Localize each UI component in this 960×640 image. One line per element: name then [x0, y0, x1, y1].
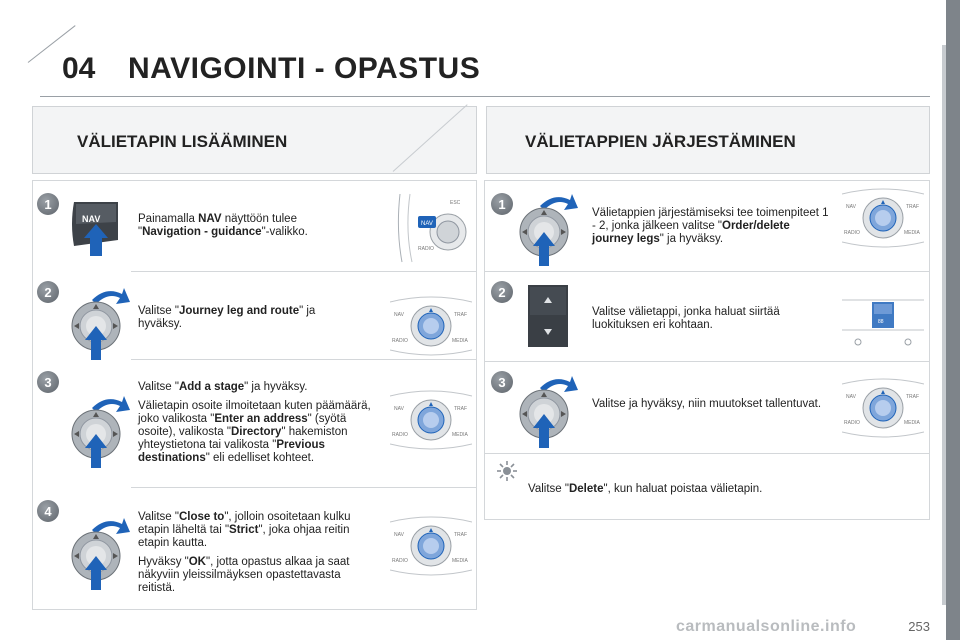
- rotary-knob-illustration: [514, 370, 580, 448]
- console-controls-illustration: [842, 186, 924, 248]
- instruction-paragraph: [592, 207, 832, 246]
- chapter-number: 04: [62, 52, 96, 85]
- instruction-text: " eli edelliset kohteet.: [205, 452, 315, 464]
- watermark: carmanualsonline.info: [676, 618, 857, 635]
- instruction-text: ", joka ohjaa reitin etapin kautta.: [138, 524, 350, 549]
- left-section-banner: [32, 106, 477, 174]
- instruction-text: Hyväksy ": [138, 556, 189, 568]
- svg-text:MEDIA: MEDIA: [452, 432, 468, 438]
- instruction-paragraph: [138, 556, 358, 595]
- step-instruction: [592, 306, 832, 338]
- step-instruction: [138, 213, 353, 245]
- instruction-text: näyttöön tulee ": [138, 213, 297, 238]
- svg-text:MEDIA: MEDIA: [904, 230, 920, 236]
- step-number-badge: 3: [491, 371, 513, 393]
- step-number-badge: 1: [37, 193, 59, 215]
- menu-option-label: Add a stage: [178, 381, 245, 393]
- instruction-paragraph: [138, 400, 374, 465]
- instruction-text: Valitse ja hyväksy, niin muutokset tallentuvat.: [592, 398, 822, 410]
- svg-text:TRAF: TRAF: [454, 532, 468, 538]
- menu-option-label: Directory: [230, 426, 282, 438]
- menu-option-label: OK: [188, 556, 206, 568]
- page-number: 253: [908, 619, 930, 634]
- instruction-text: " ja hyväksy.: [659, 233, 724, 245]
- step-instruction: [138, 305, 353, 337]
- svg-text:NAV: NAV: [394, 532, 404, 538]
- svg-text:TRAF: TRAF: [906, 204, 920, 210]
- up-down-buttons-illustration: [528, 285, 568, 347]
- menu-option-label: Delete: [568, 483, 604, 495]
- svg-text:RADIO: RADIO: [844, 230, 860, 236]
- instruction-text: Välietappien järjestämiseksi tee toimenpiteet 1 - 2, jonka jälkeen valitse ": [592, 207, 829, 232]
- nav-button-illustration: [60, 194, 126, 258]
- instruction-text: Valitse ": [138, 511, 179, 523]
- menu-option-label: Previous destinations: [138, 439, 325, 464]
- rotary-knob-illustration: [66, 390, 132, 468]
- rotary-knob-illustration: [66, 512, 132, 590]
- instruction-text: " hakemiston yhteystietona tai valikosta ": [138, 426, 348, 451]
- instruction-text: " ja hyväksy.: [244, 381, 308, 393]
- instruction-text: "-valikko.: [261, 226, 308, 238]
- nav-key-label: NAV: [82, 214, 101, 224]
- instruction-text: Painamalla: [138, 213, 199, 225]
- instruction-text: ", jotta opastus alkaa ja saat näkyviin yleissilmäyksen opastettavasta reitistä.: [138, 556, 350, 594]
- svg-text:88: 88: [878, 319, 884, 325]
- chapter-title: NAVIGOINTI - OPASTUS: [128, 52, 481, 85]
- console-nav-illustration: [392, 190, 472, 266]
- instruction-text: " ja hyväksy.: [138, 305, 316, 330]
- step-number-badge: 3: [37, 371, 59, 393]
- instruction-text: " (syötä osoite), valikosta ": [138, 413, 347, 438]
- menu-option-label: Enter an address: [214, 413, 308, 425]
- svg-text:RADIO: RADIO: [844, 420, 860, 426]
- right-section-banner: [486, 106, 930, 174]
- instruction-text: Valitse ": [138, 381, 179, 393]
- svg-text:ESC: ESC: [450, 200, 461, 206]
- menu-option-label: Close to: [178, 511, 225, 523]
- console-controls-illustration: [390, 388, 472, 450]
- instruction-text: ", jolloin osoitetaan kulku etapin läheltä tai ": [138, 511, 351, 536]
- banner-decoration: [393, 104, 468, 172]
- step-instruction: [592, 207, 832, 252]
- step-instruction: [138, 511, 358, 601]
- svg-text:RADIO: RADIO: [392, 558, 408, 564]
- step-instruction: [138, 381, 374, 471]
- svg-text:NAV: NAV: [394, 406, 404, 412]
- instruction-paragraph: [592, 398, 832, 411]
- menu-option-label: Strict: [229, 524, 259, 536]
- instruction-text: Valitse ": [138, 305, 179, 317]
- svg-text:NAV: NAV: [421, 221, 433, 227]
- menu-option-label: NAV: [198, 213, 222, 225]
- left-section-title: VÄLIETAPIN LISÄÄMINEN: [77, 132, 288, 151]
- tip-text: [528, 483, 828, 496]
- svg-text:RADIO: RADIO: [418, 246, 434, 252]
- instruction-paragraph: [138, 305, 353, 331]
- menu-option-label: Navigation - guidance: [142, 226, 262, 238]
- svg-text:NAV: NAV: [846, 204, 856, 210]
- instruction-paragraph: [592, 306, 832, 332]
- rotary-knob-illustration: [514, 188, 580, 266]
- console-controls-illustration: [390, 514, 472, 576]
- instruction-text: ", kun haluat poistaa välietapin.: [603, 483, 763, 495]
- console-controls-illustration: [842, 376, 924, 438]
- tip-icon: [496, 460, 518, 482]
- instruction-paragraph: [138, 511, 358, 550]
- svg-text:MEDIA: MEDIA: [452, 558, 468, 564]
- instruction-text: Valitse ": [528, 483, 569, 495]
- svg-text:TRAF: TRAF: [906, 394, 920, 400]
- step-number-badge: 2: [37, 281, 59, 303]
- svg-text:TRAF: TRAF: [454, 312, 468, 318]
- svg-text:MEDIA: MEDIA: [452, 338, 468, 344]
- instruction-paragraph: [138, 381, 374, 394]
- instruction-text: Välietapin osoite ilmoitetaan kuten päämäärä, joko valikosta ": [138, 400, 371, 425]
- rotary-knob-illustration: [66, 282, 132, 360]
- page-sidebar: [946, 0, 960, 640]
- right-section-title: VÄLIETAPPIEN JÄRJESTÄMINEN: [525, 132, 796, 151]
- console-controls-illustration: [390, 294, 472, 356]
- step-number-badge: 2: [491, 281, 513, 303]
- step-number-badge: 1: [491, 193, 513, 215]
- console-buttons-illustration: [842, 290, 924, 354]
- svg-text:TRAF: TRAF: [454, 406, 468, 412]
- step-instruction: [592, 398, 832, 417]
- header-divider: [40, 96, 930, 97]
- menu-option-label: Order/delete journey legs: [592, 220, 790, 245]
- svg-text:RADIO: RADIO: [392, 432, 408, 438]
- svg-text:RADIO: RADIO: [392, 338, 408, 344]
- svg-text:NAV: NAV: [394, 312, 404, 318]
- instruction-paragraph: [138, 213, 353, 239]
- svg-text:NAV: NAV: [846, 394, 856, 400]
- instruction-text: Valitse välietappi, jonka haluat siirtää luokituksen eri kohtaan.: [592, 306, 780, 331]
- menu-option-label: Journey leg and route: [178, 305, 300, 317]
- step-number-badge: 4: [37, 500, 59, 522]
- svg-text:MEDIA: MEDIA: [904, 420, 920, 426]
